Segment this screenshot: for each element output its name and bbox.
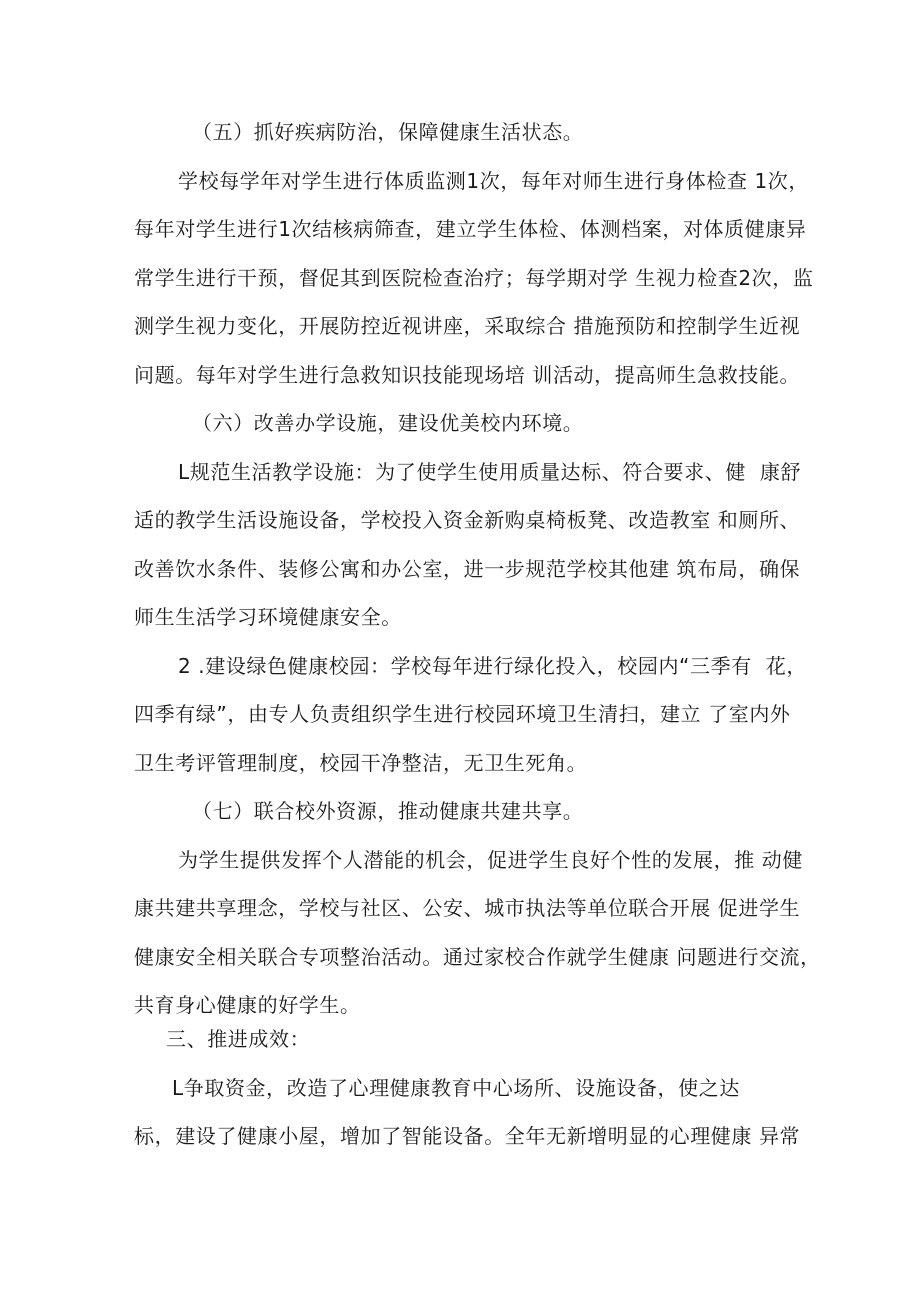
- text-line-6: 问题。每年对学生进行急救知识技能现场培 训活动，提高师生急救技能。: [134, 363, 801, 387]
- text-line-5: 测学生视力变化，开展防控近视讲座，采取综合 措施预防和控制学生近视: [134, 314, 801, 338]
- text-line-4: 常学生进行干预，督促其到医院检查治疗；每学期对学 生视力检查2次，监: [134, 266, 814, 290]
- text-line-15: （七）联合校外资源，推动健康共建共享。: [192, 799, 584, 823]
- text-line-2: 学校每学年对学生进行体质监测1次，每年对师生进行身体检查 1次，: [178, 169, 810, 193]
- text-line-1: （五）抓好疾病防治，保障健康生活状态。: [192, 120, 584, 144]
- text-line-21: L争取资金，改造了心理健康教育中心场所、设施设备，使之达: [172, 1076, 740, 1100]
- text-line-12: 2 .建设绿色健康校园：学校每年进行绿化投入，校园内“三季有 花，: [178, 654, 807, 678]
- text-line-8: L规范生活教学设施：为了使学生使用质量达标、符合要求、健 康舒: [178, 460, 802, 484]
- text-line-9: 适的教学生活设施设备，学校投入资金新购桌椅板凳、改造教室 和厕所、: [134, 508, 801, 532]
- text-line-7: （六）改善办学设施，建设优美校内环境。: [192, 411, 584, 435]
- text-line-19: 共育身心健康的好学生。: [134, 993, 361, 1017]
- text-line-18: 健康安全相关联合专项整治活动。通过家校合作就学生健康 问题进行交流，: [134, 945, 821, 969]
- text-line-10: 改善饮水条件、装修公寓和办公室，进一步规范学校其他建 筑布局，确保: [134, 557, 801, 581]
- text-line-11: 师生生活学习环境健康安全。: [134, 605, 402, 629]
- text-line-22: 标，建设了健康小屋，增加了智能设备。全年无新增明显的心理健康 异常: [134, 1124, 801, 1148]
- section-heading: 三、推进成效：: [166, 1027, 311, 1051]
- text-line-3: 每年对学生进行1次结核病筛查，建立学生体检、体测档案，对体质健康异: [134, 217, 807, 241]
- text-line-13: 四季有绿”，由专人负责组织学生进行校园环境卫生清扫，建立 了室内外: [134, 702, 791, 726]
- text-line-16: 为学生提供发挥个人潜能的机会，促进学生良好个性的发展，推 动健: [178, 848, 803, 872]
- text-line-14: 卫生考评管理制度，校园干净整洁，无卫生死角。: [134, 751, 588, 775]
- text-line-17: 康共建共享理念，学校与社区、公安、城市执法等单位联合开展 促进学生: [134, 896, 801, 920]
